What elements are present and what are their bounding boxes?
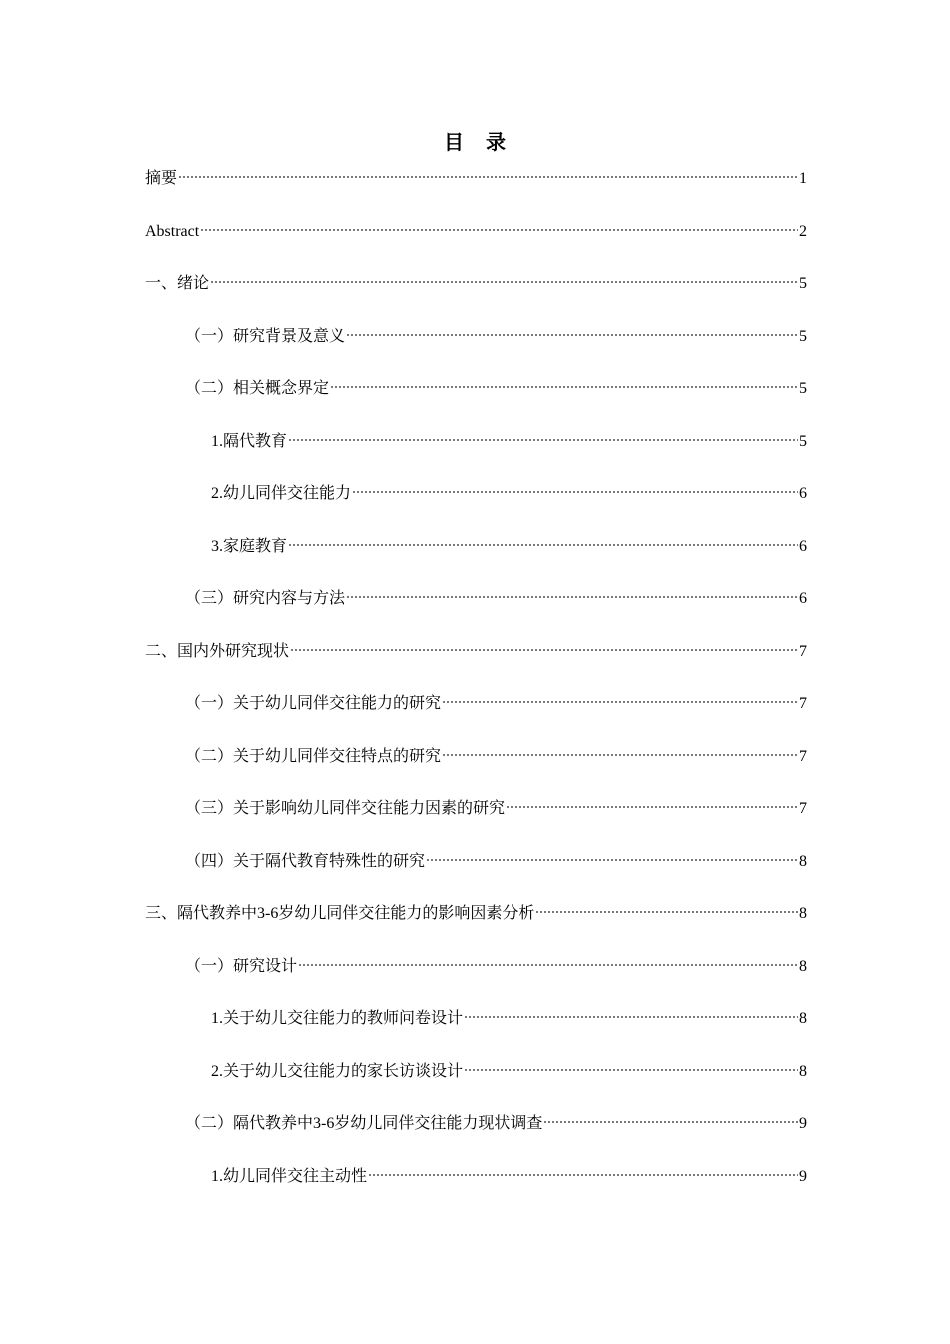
toc-entry-label: （一）关于幼儿同伴交往能力的研究 (185, 695, 442, 712)
toc-entry-label: 1.幼儿同伴交往主动性 (211, 1167, 368, 1185)
toc-entry-subsection-3-1-1[interactable] (145, 1006, 807, 1059)
dot-leader (288, 437, 798, 443)
dot-leader (543, 1119, 798, 1125)
dot-leader (298, 962, 798, 968)
toc-entry-page: 9 (799, 1167, 807, 1185)
toc-entry-subsection-1-2-1[interactable] (145, 429, 807, 482)
toc-entry-page: 5 (799, 432, 807, 450)
toc-entry-label: （二）隔代教养中3-6岁幼儿同伴交往能力现状调查 (185, 1115, 543, 1132)
toc-title (0, 126, 950, 155)
dot-leader (442, 752, 798, 758)
toc-entry-section-1-2[interactable] (145, 376, 807, 429)
toc-entry-label: （三）关于影响幼儿同伴交往能力因素的研究 (185, 800, 506, 817)
toc-entry-page: 6 (799, 537, 807, 555)
toc-entry-page: 7 (799, 695, 807, 712)
toc-entry-chapter-2[interactable] (145, 639, 807, 692)
toc-entry-section-2-3[interactable] (145, 796, 807, 849)
toc-entry-page: 8 (799, 1062, 807, 1080)
toc-entry-page: 2 (799, 222, 807, 240)
toc-entry-section-1-1[interactable] (145, 324, 807, 377)
dot-leader (464, 1067, 798, 1073)
toc-entry-section-3-2[interactable] (145, 1111, 807, 1164)
toc-entry-label: 三、隔代教养中3-6岁幼儿同伴交往能力的影响因素分析 (145, 905, 535, 922)
toc-entry-page: 5 (799, 380, 807, 397)
toc-entry-page: 5 (799, 327, 807, 345)
toc-entry-subsection-1-2-2[interactable] (145, 481, 807, 534)
toc-entry-label: （四）关于隔代教育特殊性的研究 (185, 852, 426, 870)
toc-entry-page: 7 (799, 800, 807, 817)
toc-entry-label: 3.家庭教育 (211, 537, 288, 555)
toc-entry-label: 1.关于幼儿交往能力的教师问卷设计 (211, 1010, 464, 1027)
dot-leader (346, 332, 798, 338)
toc-entry-label: （二）相关概念界定 (185, 380, 330, 397)
toc-entry-section-3-1[interactable] (145, 954, 807, 1007)
toc-entry-page: 1 (799, 170, 807, 187)
toc-entry-label: 1.隔代教育 (211, 432, 288, 450)
toc-entry-section-1-3[interactable] (145, 586, 807, 639)
toc-entry-subsection-1-2-3[interactable] (145, 534, 807, 587)
dot-leader (288, 542, 798, 548)
toc-entry-label: （一）研究背景及意义 (185, 327, 346, 345)
toc-entry-label: 摘要 (145, 170, 178, 187)
dot-leader (506, 804, 798, 810)
dot-leader (290, 647, 798, 653)
toc-entry-subsection-3-2-1[interactable] (145, 1164, 807, 1217)
dot-leader (346, 594, 798, 600)
dot-leader (352, 489, 798, 495)
toc-entry-section-2-4[interactable] (145, 849, 807, 902)
dot-leader (368, 1172, 798, 1178)
dot-leader (210, 279, 798, 285)
toc-entry-page: 6 (799, 590, 807, 607)
toc-title-part1: 目 (444, 130, 464, 154)
dot-leader (464, 1014, 798, 1020)
toc-entry-page: 9 (799, 1115, 807, 1132)
dot-leader (426, 857, 798, 863)
toc-entry-abstract-cn[interactable] (145, 166, 807, 219)
toc-entry-label: （一）研究设计 (185, 957, 298, 975)
toc-entry-label: 2.关于幼儿交往能力的家长访谈设计 (211, 1062, 464, 1080)
dot-leader (200, 227, 798, 233)
toc-entry-section-2-1[interactable] (145, 691, 807, 744)
toc-title-part2: 录 (486, 130, 506, 154)
toc-entry-label: 2.幼儿同伴交往能力 (211, 485, 352, 502)
toc-entry-subsection-3-1-2[interactable] (145, 1059, 807, 1112)
dot-leader (178, 174, 798, 180)
toc-entry-label: （三）研究内容与方法 (185, 590, 346, 607)
toc-entry-label: 一、绪论 (145, 275, 210, 292)
toc-entry-page: 7 (799, 747, 807, 765)
dot-leader (330, 384, 798, 390)
toc-list (145, 166, 807, 1216)
toc-entry-page: 6 (799, 485, 807, 502)
toc-entry-page: 8 (799, 905, 807, 922)
toc-entry-page: 5 (799, 275, 807, 292)
toc-entry-page: 8 (799, 852, 807, 870)
dot-leader (442, 699, 798, 705)
toc-entry-page: 8 (799, 1010, 807, 1027)
toc-entry-chapter-3[interactable] (145, 901, 807, 954)
toc-entry-abstract-en[interactable] (145, 219, 807, 272)
toc-entry-page: 7 (799, 642, 807, 660)
toc-entry-label: Abstract (145, 222, 200, 240)
toc-entry-page: 8 (799, 957, 807, 975)
toc-entry-section-2-2[interactable] (145, 744, 807, 797)
toc-entry-chapter-1[interactable] (145, 271, 807, 324)
toc-entry-label: 二、国内外研究现状 (145, 642, 290, 660)
toc-entry-label: （二）关于幼儿同伴交往特点的研究 (185, 747, 442, 765)
dot-leader (535, 909, 798, 915)
